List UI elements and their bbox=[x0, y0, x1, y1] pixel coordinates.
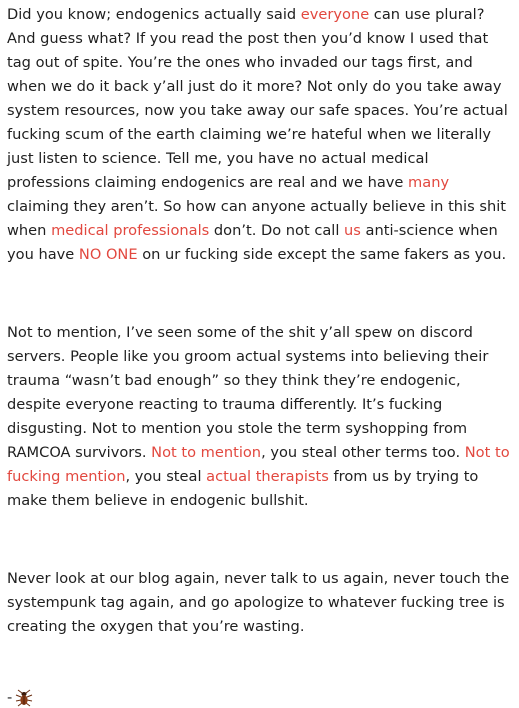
text-run: , you steal bbox=[125, 468, 207, 485]
inline-link[interactable]: many bbox=[408, 174, 450, 191]
paragraph-3 bbox=[7, 567, 513, 639]
inline-link[interactable]: NO ONE bbox=[78, 246, 138, 263]
signature-dash: - bbox=[7, 689, 13, 706]
cockroach-emoji-icon bbox=[15, 689, 33, 707]
paragraph-2 bbox=[7, 321, 513, 513]
text-run: Not to mention, I’ve seen some of the shit y’all spew on discord servers. People like you groom actual systems into believing their trauma “wasn’t bad enough” so they think they’re endogenic, despite everyone reacting to trauma differently. It’s fucking disgusting. Not to mention you stole the term syshopping from RAMCOA survivors. bbox=[7, 324, 489, 461]
inline-link[interactable]: actual therapists bbox=[206, 468, 329, 485]
inline-link[interactable]: Not to fucking mention bbox=[7, 444, 510, 485]
text-run: Never look at our blog again, never talk to us again, never touch the systempunk tag again, and go apologize to whatever fucking tree is creating the oxygen that you’re wasting. bbox=[7, 570, 510, 635]
text-run: don’t. Do not call bbox=[209, 222, 345, 239]
paragraph-spacer bbox=[7, 267, 513, 321]
paragraph-1 bbox=[7, 3, 513, 267]
text-run: anti-science when you have bbox=[7, 222, 498, 263]
text-run: can use plural? And guess what? If you read the post then you’d know I used that tag out of spite. You’re the ones who invaded our tags first, and when we do it back y’all just do it more? Not only do you take away system resources, now you take away our safe spaces. You’re actual fucking scum of the earth claiming we’re hateful when we literally just listen to science. Tell me, you have no actual medical professions claiming endogenics are real and we have bbox=[7, 6, 508, 191]
text-run: Did you know; endogenics actually said bbox=[7, 6, 301, 23]
text-run: claiming they aren’t. So how can anyone actually believe in this shit when bbox=[7, 198, 506, 239]
inline-link[interactable]: us bbox=[344, 222, 361, 239]
inline-link[interactable]: everyone bbox=[300, 6, 370, 23]
inline-link[interactable]: medical professionals bbox=[51, 222, 210, 239]
text-run: , you steal other terms too. bbox=[261, 444, 465, 461]
paragraph-spacer bbox=[7, 513, 513, 567]
inline-link[interactable]: Not to mention bbox=[151, 444, 262, 461]
text-run: from us by trying to make them believe in endogenic bullshit. bbox=[7, 468, 479, 509]
text-run: on ur fucking side except the same fakers as you. bbox=[137, 246, 507, 263]
signature bbox=[7, 688, 33, 708]
